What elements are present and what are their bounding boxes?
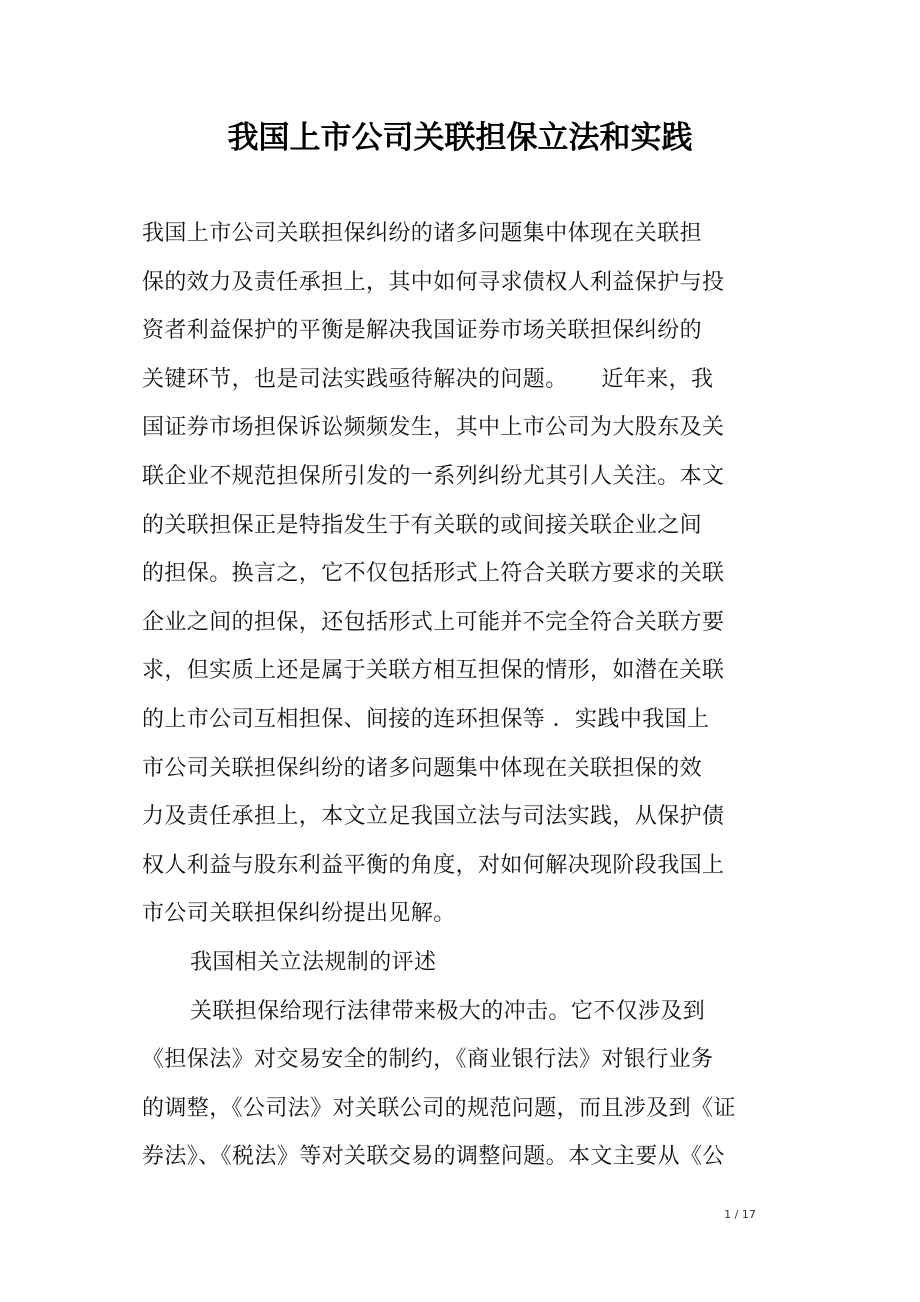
text-line: 的关联担保正是特指发生于有关联的或间接关联企业之间 bbox=[142, 512, 703, 538]
text-line: 关键环节，也是司法实践亟待解决的问题。 近年来，我 bbox=[142, 366, 714, 392]
text-line: 力及责任承担上，本文立足我国立法与司法实践，从保护债 bbox=[142, 804, 725, 830]
text-line: 企业之间的担保，还包括形式上可能并不完全符合关联方要 bbox=[142, 609, 725, 635]
text-line: 关联担保给现行法律带来极大的冲击。它不仅涉及到 bbox=[190, 998, 706, 1024]
text-line: 资者利益保护的平衡是解决我国证券市场关联担保纠纷的 bbox=[142, 318, 703, 344]
document-title: 我国上市公司关联担保立法和实践 bbox=[227, 120, 693, 156]
text-line: 市公司关联担保纠纷的诸多问题集中体现在关联担保的效 bbox=[142, 755, 703, 781]
text-line: 市公司关联担保纠纷提出见解。 bbox=[142, 901, 456, 927]
text-line: 的调整，《公司法》对关联公司的规范问题，而且涉及到《证 bbox=[142, 1095, 736, 1121]
text-line: 的上市公司互相担保、间接的连环担保等 ．实践中我国上 bbox=[142, 706, 710, 732]
section-heading: 我国相关立法规制的评述 bbox=[190, 949, 437, 975]
page-number: 1 / 17 bbox=[724, 1208, 756, 1221]
text-line: 我国上市公司关联担保纠纷的诸多问题集中体现在关联担 bbox=[142, 221, 703, 246]
text-line: 保的效力及责任承担上，其中如何寻求债权人利益保护与投 bbox=[142, 269, 725, 295]
text-line: 权人利益与股东利益平衡的角度，对如何解决现阶段我国上 bbox=[142, 852, 725, 878]
text-line: 的担保。换言之，它不仅包括形式上符合关联方要求的关联 bbox=[142, 561, 725, 587]
document-body bbox=[142, 210, 782, 1182]
text-line: 联企业不规范担保所引发的一系列纠纷尤其引人关注。本文 bbox=[142, 463, 725, 489]
text-line: 求，但实质上还是属于关联方相互担保的情形，如潜在关联 bbox=[142, 658, 725, 684]
text-line: 券法》、《税法》等对关联交易的调整问题。本文主要从《公 bbox=[142, 1144, 725, 1170]
text-line: 国证券市场担保诉讼频频发生，其中上市公司为大股东及关 bbox=[142, 415, 725, 441]
text-line: 《担保法》对交易安全的制约，《商业银行法》对银行业务 bbox=[142, 1047, 714, 1073]
